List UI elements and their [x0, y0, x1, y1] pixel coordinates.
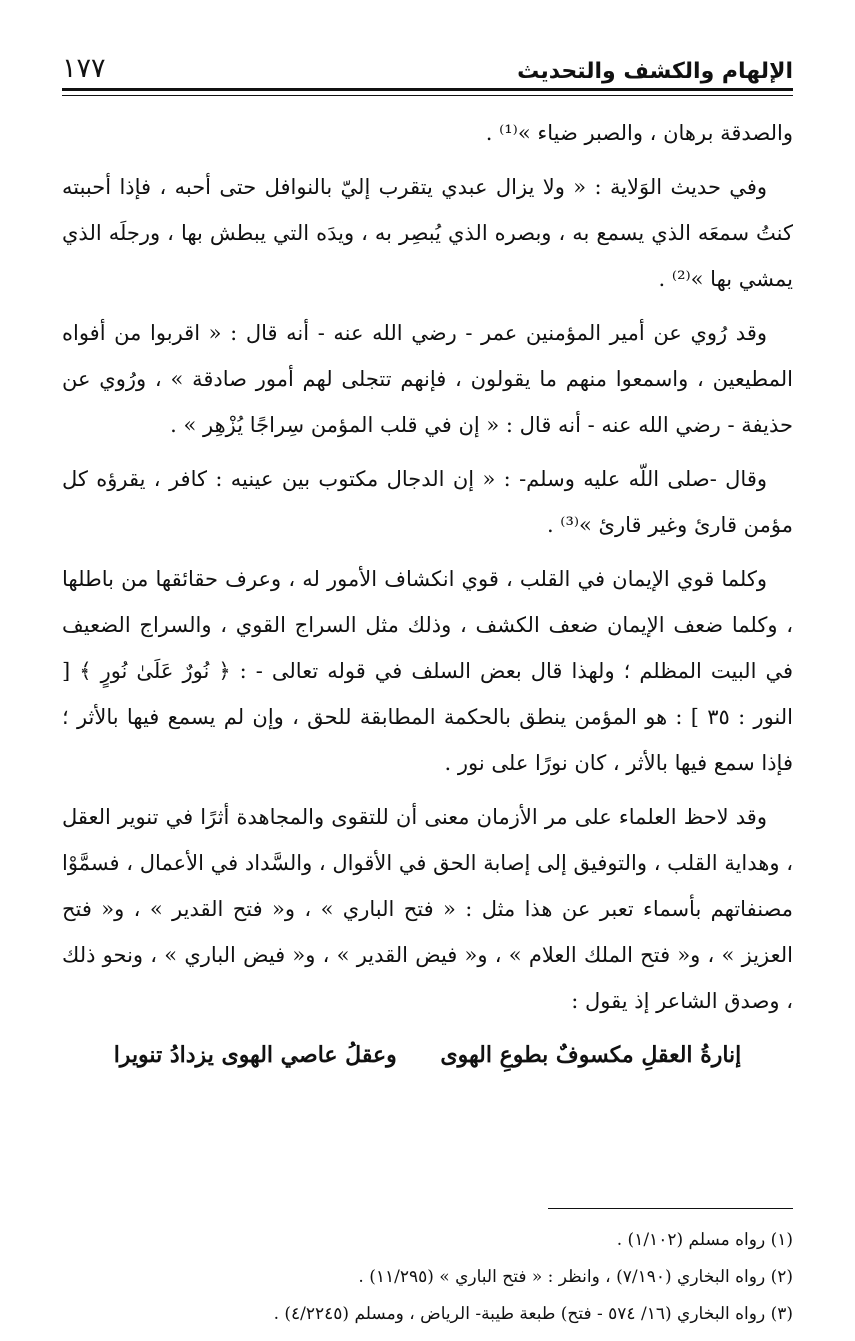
paragraph: والصدقة برهان ، والصبر ضياء »⁽¹⁾ . — [485, 121, 793, 145]
footnote-2: (٢) رواه البخاري (٧/١٩٠) ، وانظر : « فتح الباري » (١١/٢٩٥) . — [358, 1267, 793, 1287]
footnotes — [62, 1222, 793, 1333]
footnote-3: (٣) رواه البخاري (١٦/ ٥٧٤ - فتح) طبعة طيبة- الرياض ، ومسلم (٤/٢٢٤٥) . — [273, 1304, 793, 1324]
page-header — [62, 44, 793, 84]
footnote-1: (١) رواه مسلم (١/١٠٢) . — [616, 1230, 793, 1250]
paragraph: وفي حديث الوَلاية : « ولا يزال عبدي يتقرب إليّ بالنوافل حتى أحبه ، فإذا أحببته كنتُ سمعَه الذي يسمع به ، وبصره الذي يُبصِر به ، ويدَه التي يبطش بها ، ورجلَه الذي يمشي بها »⁽²⁾ . — [62, 175, 793, 291]
main-text — [62, 110, 793, 1078]
footnote-rule — [548, 1208, 793, 1209]
paragraph: وقد لاحظ العلماء على مر الأزمان معنى أن للتقوى والمجاهدة أثرًا في تنوير العقل ، وهداية القلب ، والتوفيق إلى إصابة الحق في الأقوال ، والسَّداد في الأعمال ، فسمَّوْا مصنفاتهم بأسماء تعبر عن هذا مثل : « فتح الباري » ، و« فتح القدير » ، و« فتح العزيز » ، و« فتح الملك العلام » ، و« فيض القدير » ، و« فيض الباري » ، ونحو ذلك ، وصدق الشاعر إذ يقول : — [62, 805, 793, 1013]
paragraph: وكلما قوي الإيمان في القلب ، قوي انكشاف الأمور له ، وعرف حقائقها من باطلها ، وكلما ضعف الإيمان ضعف الكشف ، وذلك مثل السراج القوي ، والسراج الضعيف في البيت المظلم ؛ ولهذا قال بعض السلف في قوله تعالى - : ﴿ نُورٌ عَلَىٰ نُورٍ ﴾ [ النور : ٣٥ ] : هو المؤمن ينطق بالحكمة المطابقة للحق ، وإن لم يسمع فيها بالأثر ؛ فإذا سمع فيها بالأثر ، كان نورًا على نور . — [62, 567, 793, 775]
running-title: الإلهام والكشف والتحديث — [517, 59, 793, 84]
page-number: ١٧٧ — [62, 53, 106, 84]
paragraph: وقال -صلى اللّه عليه وسلم- : « إن الدجال مكتوب بين عينيه : كافر ، يقرؤه كل مؤمن قارئ وغير قارئ »⁽³⁾ . — [62, 467, 793, 537]
header-rule — [62, 88, 793, 91]
header-rule-thin — [62, 95, 793, 96]
paragraph: وقد رُوي عن أمير المؤمنين عمر - رضي الله عنه - أنه قال : « اقربوا من أفواه المطيعين ، واسمعوا منهم ما يقولون ، فإنهم تتجلى لهم أمور صادقة » ، ورُوي عن حذيفة - رضي الله عنه - أنه قال : « إن في قلب المؤمن سِراجًا يُزْهِر » . — [62, 321, 793, 437]
verse-hemistich-1: إنارةُ العقلِ مكسوفٌ بطوعِ الهوى — [440, 1042, 742, 1068]
verse-hemistich-2: وعقلُ عاصي الهوى يزدادُ تنويرا — [113, 1042, 397, 1068]
poetry-verse — [62, 1032, 793, 1078]
